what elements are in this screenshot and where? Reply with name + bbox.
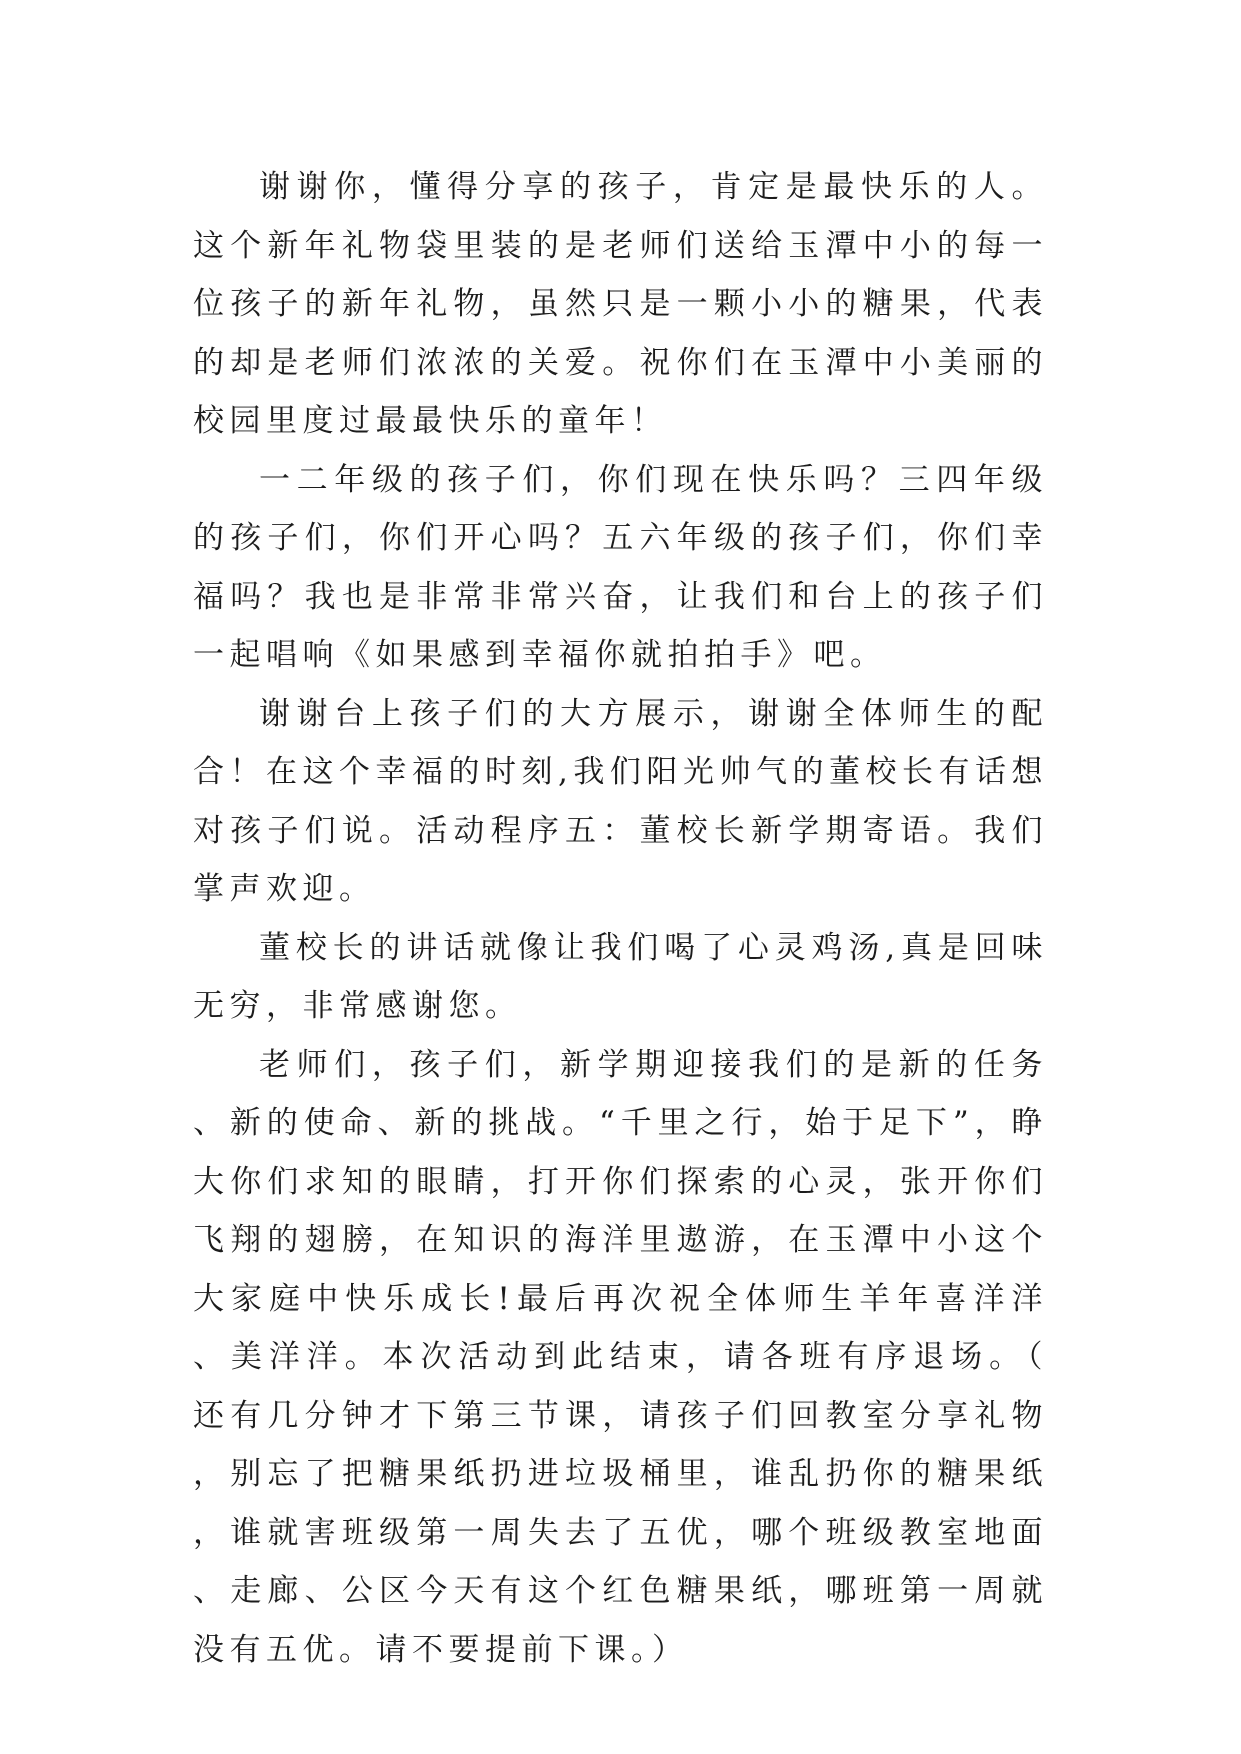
paragraph-closing: 老师们，孩子们，新学期迎接我们的是新的任务、新的使命、新的挑战。“千里之行，始于足下”，睁大你们求知的眼睛，打开你们探索的心灵，张开你们飞翔的翅膀，在知识的海洋里遨游，在玉潭中小这个大家庭中快乐成长!最后再次祝全体师生羊年喜洋洋、美洋洋。本次活动到此结束，请各班有序退场。（还有几分钟才下第三节课，请孩子们回教室分享礼物，别忘了把糖果纸扔进垃圾桶里，谁乱扔你的糖果纸，谁就害班级第一周失去了五优，哪个班级教室地面、走廊、公区今天有这个红色糖果纸，哪班第一周就没有五优。请不要提前下课。） <box>193 1046 1048 1668</box>
paragraph-grades-question: 一二年级的孩子们，你们现在快乐吗？三四年级的孩子们，你们开心吗？五六年级的孩子们，你们幸福吗？我也是非常非常兴奋，让我们和台上的孩子们一起唱响《如果感到幸福你就拍拍手》吧。 <box>193 461 1048 673</box>
paragraph-thanks-sharing: 谢谢你，懂得分享的孩子，肯定是最快乐的人。这个新年礼物袋里装的是老师们送给玉潭中小的每一位孩子的新年礼物，虽然只是一颗小小的糖果，代表的却是老师们浓浓的关爱。祝你们在玉潭中小美丽的校园里度过最最快乐的童年！ <box>193 169 1048 439</box>
paragraph-principal-thanks: 董校长的讲话就像让我们喝了心灵鸡汤,真是回味无穷，非常感谢您。 <box>193 929 1048 1024</box>
paragraph-principal-intro: 谢谢台上孩子们的大方展示，谢谢全体师生的配合！在这个幸福的时刻,我们阳光帅气的董校长有话想对孩子们说。活动程序五：董校长新学期寄语。我们掌声欢迎。 <box>193 695 1048 907</box>
document-body <box>193 158 1048 1679</box>
